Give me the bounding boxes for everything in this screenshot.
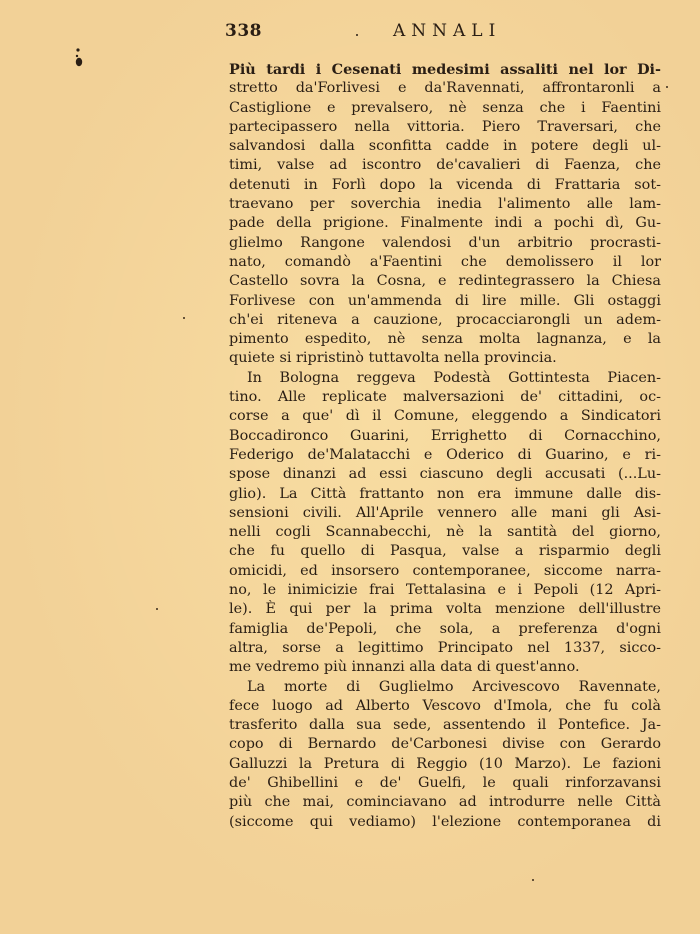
text-line: famiglia de'Pepoli, che sola, a preferenza d'ogni bbox=[229, 620, 661, 637]
text-line: Castello sovra la Cosna, e redintegrassero la Chiesa bbox=[229, 273, 661, 290]
text-line: (siccome qui vediamo) l'elezione contemporanea di bbox=[229, 813, 661, 830]
text-line: copo di Bernardo de'Carbonesi divise con Gerardo bbox=[229, 736, 661, 753]
paragraph-1 bbox=[229, 60, 661, 369]
paper-speck bbox=[156, 608, 158, 610]
text-line: fece luogo ad Alberto Vescovo d'Imola, che fu colà bbox=[229, 697, 661, 714]
text-line: altra, sorse a legittimo Principato nel 1337, sicco- bbox=[229, 639, 661, 656]
text-line: Castiglione e prevalsero, nè senza che i Faentini bbox=[229, 99, 661, 116]
paper-speck bbox=[666, 86, 668, 88]
text-line: glielmo Rangone valendosi d'un arbitrio procrasti- bbox=[229, 234, 661, 251]
header-dot bbox=[356, 34, 358, 36]
text-line: pimento espedito, nè senza molta lagnanza, e la bbox=[229, 331, 661, 348]
text-line: tino. Alle replicate malversazioni de' cittadini, oc- bbox=[229, 389, 661, 406]
page-number: 338 bbox=[225, 21, 262, 41]
text-line: sensioni civili. All'Aprile vennero alle mani gli Asi- bbox=[229, 504, 661, 521]
text-line: ch'ei riteneva a cauzione, procacciarongli un adem- bbox=[229, 311, 661, 328]
paragraph-2 bbox=[229, 369, 661, 678]
text-line: me vedremo più innanzi alla data di quest'anno. bbox=[229, 659, 580, 676]
margin-ink-mark-icon bbox=[74, 47, 84, 69]
text-line: più che mai, cominciavano ad introdurre nelle Città bbox=[229, 794, 661, 811]
text-line: omicidi, ed insorsero contemporanee, siccome narra- bbox=[229, 562, 661, 579]
body-text bbox=[229, 60, 661, 832]
text-line: La morte di Guglielmo Arcivescovo Ravennate, bbox=[247, 678, 661, 695]
text-line: traevano per soverchia inedia l'alimento alle lam- bbox=[229, 196, 661, 213]
text-line: nelli cogli Scannabecchi, nè la santità del giorno, bbox=[229, 524, 661, 541]
text-line: no, le inimicizie frai Tettalasina e i Pepoli (12 Apri- bbox=[229, 582, 661, 599]
text-line: timi, valse ad iscontro de'cavalieri di Faenza, che bbox=[229, 157, 661, 174]
text-line: le). È qui per la prima volta menzione dell'illustre bbox=[229, 601, 661, 618]
text-line: corse a que' dì il Comune, eleggendo a Sindicatori bbox=[229, 408, 661, 425]
text-line: Boccadironco Guarini, Errighetto di Cornacchino, bbox=[229, 427, 661, 444]
text-line: spose dinanzi ad essi ciascuno degli accusati (...Lu- bbox=[229, 466, 661, 483]
text-line: pade della prigione. Finalmente indi a pochi dì, Gu- bbox=[229, 215, 661, 232]
text-line: detenuti in Forlì dopo la vicenda di Frattaria sot- bbox=[229, 176, 661, 193]
paper-speck bbox=[183, 317, 185, 319]
running-head: ANNALI bbox=[393, 21, 502, 41]
text-line: de' Ghibellini e de' Guelfi, le quali rinforzavansi bbox=[229, 774, 661, 791]
text-line: glio). La Città frattanto non era immune dalle dis- bbox=[229, 485, 661, 502]
paragraph-3 bbox=[229, 678, 661, 832]
paper-speck bbox=[532, 879, 534, 881]
text-line: salvandosi dalla sconfitta cadde in potere degli ul- bbox=[229, 138, 661, 155]
text-line: Forlivese con un'ammenda di lire mille. Gli ostaggi bbox=[229, 292, 661, 309]
text-line: partecipassero nella vittoria. Piero Traversari, che bbox=[229, 118, 661, 135]
text-line: nato, comandò a'Faentini che demolissero il lor bbox=[229, 253, 661, 270]
text-line: Federigo de'Malatacchi e Oderico di Guarino, e ri- bbox=[229, 446, 661, 463]
text-line: trasferito dalla sua sede, assentendo il Pontefice. Ja- bbox=[229, 717, 661, 734]
text-line: Più tardi i Cesenati medesimi assaliti nel lor Di- bbox=[229, 61, 661, 78]
text-line: Galluzzi la Pretura di Reggio (10 Marzo). Le fazioni bbox=[229, 755, 661, 772]
text-line: In Bologna reggeva Podestà Gottintesta Piacen- bbox=[247, 369, 661, 386]
text-line: stretto da'Forlivesi e da'Ravennati, affrontaronli a bbox=[229, 80, 661, 97]
text-line: quiete si ripristinò tuttavolta nella provincia. bbox=[229, 350, 557, 367]
text-line: che fu quello di Pasqua, valse a risparmio degli bbox=[229, 543, 661, 560]
